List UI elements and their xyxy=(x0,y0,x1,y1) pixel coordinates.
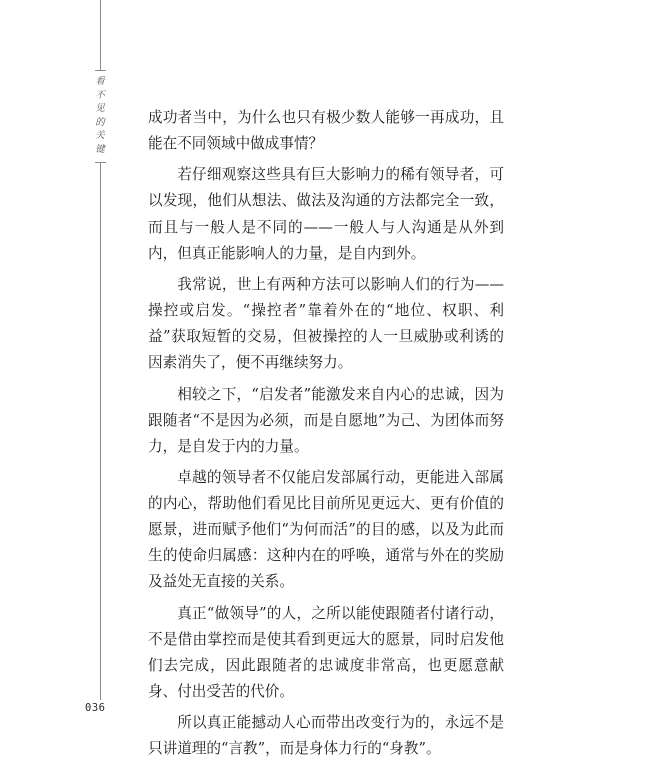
paragraph: 成功者当中，为什么也只有极少数人能够一再成功，且能在不同领域中做成事情？ xyxy=(148,109,504,153)
paragraph: 卓越的领导者不仅能启发部属行动，更能进入部属的内心，帮助他们看见比目前所见更远大、更有价值的愿景，进而赋予他们“为何而活”的目的感，以及为此而生的使命归属感：这种内在的呼唤，通常与外在的奖励及益处无直接的关系。 xyxy=(148,468,504,591)
margin-rule-bottom xyxy=(100,162,101,700)
paragraph: 我常说，世上有两种方法可以影响人们的行为——操控或启发。“操控者”靠着外在的“地位、权职、利益”获取短暂的交易，但被操控的人一旦威胁或利诱的因素消失了，便不再继续努力。 xyxy=(148,275,504,372)
paragraph: 真正“做领导”的人，之所以能使跟随者付诸行动，不是借由掌控而是使其看到更远大的愿景，同时启发他们去完成，因此跟随者的忠诚度非常高，也更愿意献身、付出受苦的代价。 xyxy=(148,604,504,700)
margin-rule-top xyxy=(100,0,101,70)
paragraph: 所以真正能撼动人心而带出改变行为的，永远不是只讲道理的“言教”，而是身体力行的“身教”。 xyxy=(148,714,504,758)
paragraph: 若仔细观察这些具有巨大影响力的稀有领导者，可以发现，他们从想法、做法及沟通的方法都完全一致，而且与一般人是不同的——一般人与人沟通是从外到内，但真正能影响人的力量，是自内到外。 xyxy=(148,166,504,262)
page-number: 036 xyxy=(85,702,106,714)
margin-rule-cap-top xyxy=(95,70,106,71)
paragraph: 相较之下，“启发者”能激发来自内心的忠诚，因为跟随者“不是因为必须，而是自愿地”为己、为团体而努力，是自发于内的力量。 xyxy=(148,385,504,455)
body-text xyxy=(148,105,504,768)
running-title: 看不见的关键 xyxy=(95,76,105,155)
